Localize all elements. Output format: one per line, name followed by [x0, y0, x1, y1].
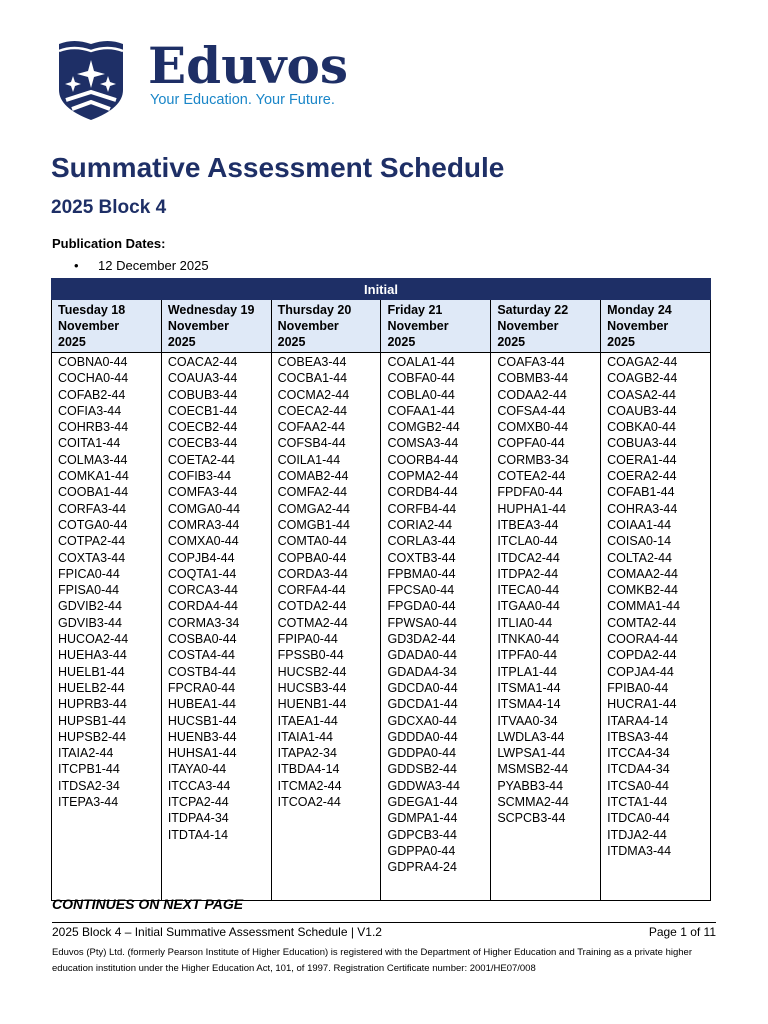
assessment-code: ITCDA4-34 [607, 762, 670, 777]
assessment-code: COAFA3-44 [497, 355, 565, 369]
assessment-code: ITARA4-14 [607, 713, 669, 728]
assessment-code: GDDPA0-44 [387, 746, 457, 761]
assessment-code: GD3DA2-44 [387, 632, 456, 647]
assessment-code: COLMA3-44 [58, 452, 128, 467]
assessment-code: FPSSB0-44 [277, 648, 344, 663]
assessment-code: GDPRA4-24 [387, 860, 457, 875]
assessment-code: COOBA1-44 [58, 485, 129, 500]
assessment-code: COBUA3-44 [607, 436, 677, 451]
assessment-code: ITPLA1-44 [497, 664, 558, 679]
assessment-code: GDCDA1-44 [387, 697, 458, 712]
assessment-code: ITECA0-44 [497, 583, 560, 598]
assessment-code: COMGB1-44 [277, 517, 350, 532]
day-header: Saturday 22 November 2025 [491, 300, 601, 353]
assessment-code: COECB2-44 [167, 420, 238, 435]
assessment-code: FPWSA0-44 [387, 615, 457, 630]
eduvos-logo [56, 38, 386, 120]
assessment-code: GDVIB3-44 [58, 615, 122, 630]
assessment-code: GDCXA0-44 [387, 713, 457, 728]
footer-divider [52, 922, 716, 923]
assessment-code: ITBDA4-14 [277, 762, 340, 777]
bullet-icon: • [74, 258, 79, 273]
assessment-code: COMFA2-44 [277, 485, 348, 500]
assessment-code: COITA1-44 [58, 436, 121, 451]
assessment-code: COMTA2-44 [607, 615, 677, 630]
assessment-code: CORLA3-44 [387, 534, 456, 549]
assessment-code: COCMA2-44 [277, 387, 350, 402]
assessment-code: ITAPA2-34 [277, 746, 337, 761]
assessment-code: FPCRA0-44 [167, 680, 236, 695]
assessment-code: ITSMA1-44 [497, 680, 561, 695]
assessment-code: COSBA0-44 [167, 632, 237, 647]
assessment-code: COECB1-44 [167, 403, 238, 418]
assessment-code: COHRA3-44 [607, 501, 678, 516]
assessment-code: SCPCB3-44 [497, 811, 566, 826]
assessment-code: GDVIB2-44 [58, 599, 122, 614]
page-title: Summative Assessment Schedule [51, 152, 505, 183]
page-subtitle: 2025 Block 4 [51, 197, 167, 218]
assessment-code: FPIPA0-44 [277, 632, 338, 647]
assessment-code: COMGA0-44 [167, 501, 241, 516]
assessment-code: CORDA3-44 [277, 566, 348, 581]
publication-label: Publication Dates: [52, 236, 166, 251]
assessment-code: COBLA0-44 [387, 387, 455, 402]
assessment-code: ITLIA0-44 [497, 615, 553, 630]
assessment-code: GDDSB2-44 [387, 762, 457, 777]
assessment-code: COBUB3-44 [167, 387, 238, 402]
assessment-code: COFAB1-44 [607, 485, 675, 500]
assessment-code: GDPCB3-44 [387, 827, 457, 842]
assessment-code: ITDMA3-44 [607, 843, 672, 858]
assessment-code: ITDCA0-44 [607, 811, 670, 826]
assessment-code: HUEHA3-44 [58, 648, 127, 663]
assessment-code: COMAA2-44 [607, 566, 678, 581]
assessment-code: ITCLA0-44 [497, 534, 558, 549]
assessment-code: GDEGA1-44 [387, 795, 458, 810]
assessment-code: COORB4-44 [387, 452, 459, 467]
assessment-code: CORFA3-44 [58, 501, 127, 516]
assessment-code: COFIB3-44 [167, 469, 232, 484]
assessment-code: COBFA0-44 [387, 371, 455, 386]
day-column [161, 353, 271, 901]
assessment-code: COBMB3-44 [497, 371, 569, 386]
assessment-code: ITCPB1-44 [58, 762, 120, 777]
assessment-code: CORFA4-44 [277, 583, 346, 598]
assessment-code: COXTA3-44 [58, 550, 126, 565]
assessment-code: COPFA0-44 [497, 436, 565, 451]
assessment-code: ITAIA1-44 [277, 729, 334, 744]
assessment-code: SCMMA2-44 [497, 795, 569, 810]
assessment-code: COBEA3-44 [277, 355, 347, 369]
assessment-code: ITCMA2-44 [277, 778, 342, 793]
assessment-code: COCBA1-44 [277, 371, 348, 386]
assessment-code: HUPSB1-44 [58, 713, 127, 728]
assessment-code: COMKB2-44 [607, 583, 678, 598]
assessment-code: COETA2-44 [167, 452, 235, 467]
assessment-code: ITCCA3-44 [167, 778, 231, 793]
assessment-code: COMKA1-44 [58, 469, 129, 484]
assessment-code: COFAA2-44 [277, 420, 346, 435]
assessment-code: COHRB3-44 [58, 420, 129, 435]
assessment-code: COACA2-44 [167, 355, 238, 369]
assessment-code: COMGB2-44 [387, 420, 460, 435]
assessment-code: ITCCA4-34 [607, 746, 670, 761]
assessment-code: COAUB3-44 [607, 403, 677, 418]
assessment-code: COLTA2-44 [607, 550, 672, 565]
day-column [271, 353, 381, 901]
continues-note: CONTINUES ON NEXT PAGE [52, 896, 244, 912]
assessment-code: ITAIA2-44 [58, 746, 114, 761]
assessment-code: ITSMA4-14 [497, 697, 561, 712]
assessment-code: COERA1-44 [607, 452, 677, 467]
assessment-code: COFAB2-44 [58, 387, 126, 402]
assessment-code: COALA1-44 [387, 355, 455, 369]
assessment-code: CORCA3-44 [167, 583, 238, 598]
assessment-code: FPCSA0-44 [387, 583, 455, 598]
assessment-code: COORA4-44 [607, 632, 678, 647]
assessment-code: COAGA2-44 [607, 355, 678, 369]
assessment-code: COTDA2-44 [277, 599, 347, 614]
assessment-code: ITPFA0-44 [497, 648, 558, 663]
assessment-code: COXTB3-44 [387, 550, 456, 565]
day-header: Tuesday 18 November 2025 [52, 300, 162, 353]
schedule-table [51, 278, 711, 901]
assessment-code: ITBSA3-44 [607, 729, 669, 744]
assessment-code: COMSA3-44 [387, 436, 459, 451]
assessment-code: COTPA2-44 [58, 534, 126, 549]
assessment-code: FPISA0-44 [58, 583, 120, 598]
assessment-code: HUPHA1-44 [497, 501, 567, 516]
assessment-code: COTMA2-44 [277, 615, 348, 630]
assessment-code: COQTA1-44 [167, 566, 237, 581]
assessment-code: COERA2-44 [607, 469, 677, 484]
assessment-code: ITEPA3-44 [58, 795, 119, 810]
assessment-code: ITNKA0-44 [497, 632, 560, 647]
assessment-code: GDADA0-44 [387, 648, 457, 663]
assessment-code: LWDLA3-44 [497, 729, 565, 744]
day-header: Monday 24 November 2025 [601, 300, 711, 353]
assessment-code: HUCOA2-44 [58, 632, 129, 647]
day-column [601, 353, 711, 901]
assessment-code: CORDA4-44 [167, 599, 238, 614]
day-column [491, 353, 601, 901]
footer-document-info: 2025 Block 4 – Initial Summative Assessment Schedule | V1.2 [52, 925, 382, 939]
assessment-code: ITDJA2-44 [607, 827, 667, 842]
assessment-code: FPGDA0-44 [387, 599, 456, 614]
assessment-code: COTGA0-44 [58, 517, 128, 532]
brand-tagline: Your Education. Your Future. [150, 92, 335, 108]
assessment-code: COBNA0-44 [58, 355, 128, 369]
assessment-code: COMTA0-44 [277, 534, 347, 549]
assessment-code: HUBEA1-44 [167, 697, 236, 712]
assessment-code: GDDDA0-44 [387, 729, 458, 744]
assessment-code: GDDWA3-44 [387, 778, 460, 793]
day-header: Friday 21 November 2025 [381, 300, 491, 353]
assessment-code: FPBMA0-44 [387, 566, 456, 581]
assessment-code: COASA2-44 [607, 387, 676, 402]
assessment-code: CORIA2-44 [387, 517, 453, 532]
assessment-code: ITCPA2-44 [167, 795, 229, 810]
assessment-code: COSTB4-44 [167, 664, 236, 679]
day-header: Thursday 20 November 2025 [271, 300, 381, 353]
assessment-code: HUCSB2-44 [277, 664, 347, 679]
crest-icon [56, 38, 126, 120]
assessment-code: HUCRA1-44 [607, 697, 677, 712]
assessment-code: GDMPA1-44 [387, 811, 458, 826]
publication-date-item [74, 258, 209, 273]
assessment-code: COPJA4-44 [607, 664, 674, 679]
assessment-code: CODAA2-44 [497, 387, 567, 402]
assessment-code: PYABB3-44 [497, 778, 564, 793]
assessment-code: ITDSA2-34 [58, 778, 120, 793]
assessment-code: HUENB1-44 [277, 697, 347, 712]
assessment-code: FPICA0-44 [58, 566, 120, 581]
assessment-code: CORMA3-34 [167, 615, 240, 630]
assessment-code: COCHA0-44 [58, 371, 129, 386]
assessment-code: COMAB2-44 [277, 469, 349, 484]
assessment-code: COMXA0-44 [167, 534, 239, 549]
assessment-code: COISA0-14 [607, 534, 672, 549]
assessment-code: COAGB2-44 [607, 371, 678, 386]
brand-name: Eduvos [148, 36, 348, 95]
assessment-code: COIAA1-44 [607, 517, 672, 532]
assessment-code: COSTA4-44 [167, 648, 235, 663]
assessment-code: COECB3-44 [167, 436, 238, 451]
assessment-code: ITDTA4-14 [167, 827, 229, 842]
assessment-code: COMMA1-44 [607, 599, 681, 614]
assessment-code: COAUA3-44 [167, 371, 238, 386]
assessment-code: FPDFA0-44 [497, 485, 563, 500]
assessment-code: COTEA2-44 [497, 469, 566, 484]
assessment-code: COMGA2-44 [277, 501, 350, 516]
assessment-code: HUELB1-44 [58, 664, 125, 679]
assessment-code: FPIBA0-44 [607, 680, 669, 695]
assessment-code: ITDCA2-44 [497, 550, 560, 565]
assessment-code: CORFB4-44 [387, 501, 457, 516]
assessment-code: ITDPA4-34 [167, 811, 229, 826]
assessment-code: COBKA0-44 [607, 420, 676, 435]
assessment-code: HUHSA1-44 [167, 746, 237, 761]
assessment-code: GDPPA0-44 [387, 843, 456, 858]
assessment-code: COMRA3-44 [167, 517, 240, 532]
assessment-code: COPDA2-44 [607, 648, 677, 663]
assessment-code: LWPSA1-44 [497, 746, 566, 761]
assessment-code: COFSB4-44 [277, 436, 346, 451]
assessment-code: COMFA3-44 [167, 485, 238, 500]
day-column [381, 353, 491, 901]
assessment-code: COPMA2-44 [387, 469, 459, 484]
assessment-code: GDCDA0-44 [387, 680, 458, 695]
assessment-code: COFAA1-44 [387, 403, 455, 418]
assessment-code: COILA1-44 [277, 452, 341, 467]
footer-page-number: Page 1 of 11 [648, 925, 716, 939]
assessment-code: COECA2-44 [277, 403, 348, 418]
assessment-code: HUENB3-44 [167, 729, 237, 744]
assessment-code: CORMB3-34 [497, 452, 569, 467]
assessment-code: COFSA4-44 [497, 403, 566, 418]
assessment-code: HUCSB3-44 [277, 680, 347, 695]
assessment-code: ITDPA2-44 [497, 566, 559, 581]
assessment-code: ITBEA3-44 [497, 517, 559, 532]
assessment-code: ITCTA1-44 [607, 795, 668, 810]
assessment-code: HUPSB2-44 [58, 729, 127, 744]
assessment-code: ITCSA0-44 [607, 778, 669, 793]
assessment-code: ITAEA1-44 [277, 713, 338, 728]
assessment-code: COPJB4-44 [167, 550, 235, 565]
assessment-code: GDADA4-34 [387, 664, 457, 679]
footer-legal-text: Eduvos (Pty) Ltd. (formerly Pearson Institute of Higher Education) is registered with the Department of Higher Education and Training as a private higher education institution under the Higher Education Act, 101, of 1997. Registration Certificate number: 2001/HE07/008 [52, 947, 692, 974]
publication-date: 12 December 2025 [98, 258, 209, 273]
assessment-code: CORDB4-44 [387, 485, 458, 500]
assessment-code: COPBA0-44 [277, 550, 347, 565]
assessment-code: ITAYA0-44 [167, 762, 227, 777]
assessment-code: MSMSB2-44 [497, 762, 569, 777]
assessment-code: HUCSB1-44 [167, 713, 237, 728]
assessment-code: COMXB0-44 [497, 420, 569, 435]
assessment-code: HUPRB3-44 [58, 697, 127, 712]
assessment-code: COFIA3-44 [58, 403, 122, 418]
assessment-code: ITGAA0-44 [497, 599, 560, 614]
schedule-banner: Initial [52, 279, 711, 300]
assessment-code: HUELB2-44 [58, 680, 125, 695]
day-header: Wednesday 19 November 2025 [161, 300, 271, 353]
assessment-code: ITVAA0-34 [497, 713, 558, 728]
day-column [52, 353, 162, 901]
assessment-code: ITCOA2-44 [277, 795, 341, 810]
